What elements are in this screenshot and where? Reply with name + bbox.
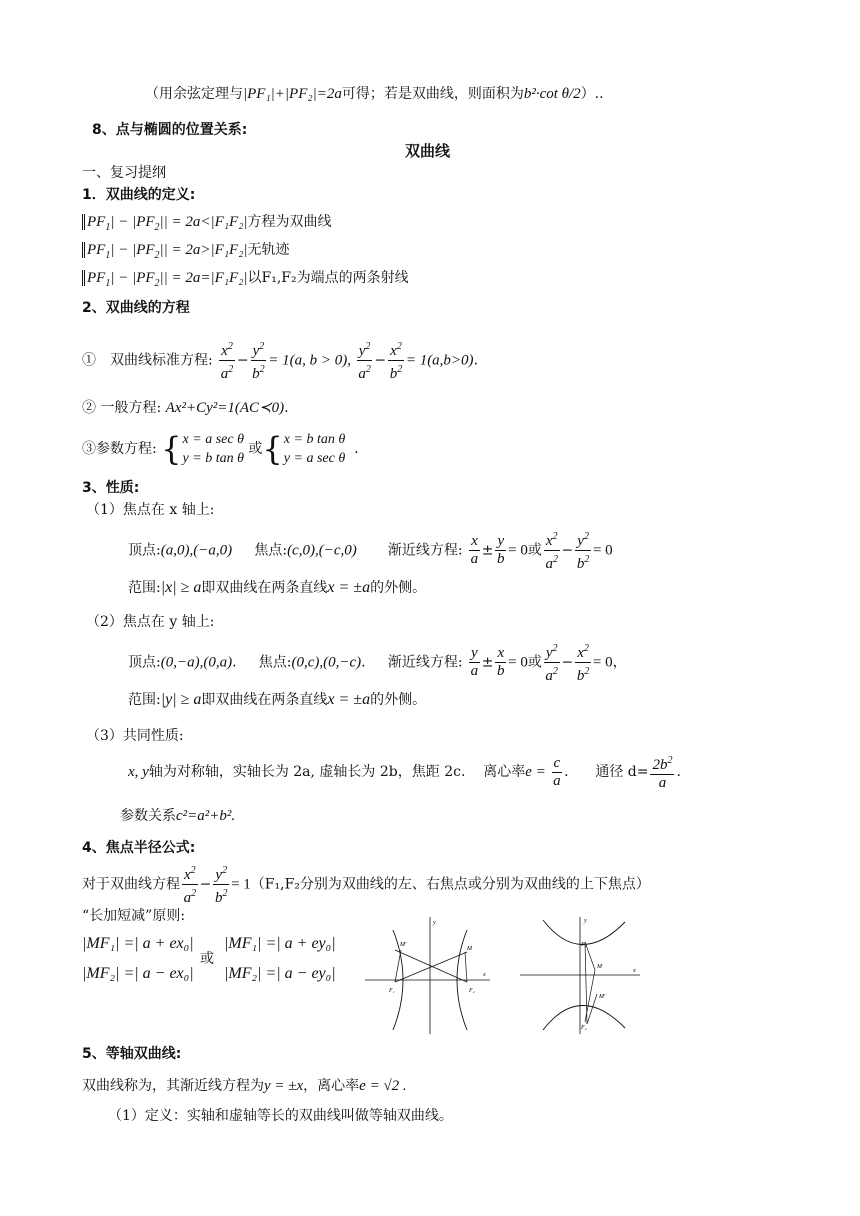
heading-5: 5、等轴双曲线:: [82, 1046, 182, 1062]
focal-radius-left-1: |MF₁| =| a + ex₀|: [82, 935, 194, 952]
parametric-equation: ③参数方程: { x = a sec θ y = b tan θ 或{ x = b tan θ y = a sec θ .: [82, 430, 359, 468]
prop-3-heading: （3）共同性质:: [86, 728, 184, 744]
x-axis-label: x: [483, 972, 486, 978]
prop-1-details: 顶点:(a,0),(−a,0) 焦点:(c,0),(−c,0) 渐近线方程: $\frac{x}{a}$ ± $\frac{y}{b}$ = 0或 $\frac{x^2}{a^2}$ − $\frac{y^2}{b^2}$ = 0: [128, 528, 613, 573]
hyperbola-x-figure: [365, 912, 500, 1037]
focal-radius-left-2: |MF₂| =| a − ex₀|: [82, 965, 194, 982]
focal-radius-right-2: |MF₂| =| a − ey₀|: [224, 965, 336, 982]
heading-1: 1．双曲线的定义:: [82, 187, 196, 203]
prop-2-heading: （2）焦点在 y 轴上:: [86, 614, 215, 630]
heading-8: 8、点与椭圆的位置关系:: [92, 122, 248, 138]
general-equation: ② 一般方程: Ax²+Cy²=1(AC≺0).: [82, 400, 289, 416]
heading-3: 3、性质:: [82, 480, 140, 496]
y-axis-label-2: y: [584, 918, 587, 924]
def-line-1: $PF_1| - |PF_2|| = 2a<|F_1F_2|$方程为双曲线: [82, 212, 332, 238]
prop-1-heading: （1）焦点在 x 轴上:: [86, 502, 215, 518]
standard-equation: ① 双曲线标准方程: $\frac{x^2}{a^2}$ − $\frac{y^2}{b^2}$ = 1(a, b > 0), $\frac{y^2}{a^2}$ − $\frac{x^2}{b^2}$ = 1(a,b>0).: [82, 338, 478, 383]
point-m-prime: M′: [400, 942, 407, 948]
focus-f2: F₂: [469, 988, 475, 994]
focus-f1: F₁: [389, 988, 395, 994]
prop-3-details: x, y轴为对称轴，实轴长为 2a, 虚轴长为 2b，焦距 2c. 离心率e = $\frac{c}{a}$ . 通径 d= $\frac{2b^2}{a}$ .: [128, 752, 681, 792]
focal-radius-or: 或: [200, 951, 214, 967]
focal-radius-intro: 对于双曲线方程 $\frac{x^2}{a^2}$ − $\frac{y^2}{b^2}$ = 1（F₁,F₂分别为双曲线的左、右焦点或分别为双曲线的上下焦点）: [82, 862, 650, 907]
def-line-3: $PF_1| - |PF_2|| = 2a=|F_1F_2|$以F₁,F₂为端点的两条射线: [82, 268, 409, 294]
point-m: M: [467, 946, 472, 952]
x-axis-label-2: x: [633, 968, 636, 974]
page-title: 双曲线: [405, 142, 451, 160]
equilateral-definition: （1）定义：实轴和虚轴等长的双曲线叫做等轴双曲线。: [108, 1108, 453, 1124]
rule-label: “长加短减”原则:: [82, 908, 186, 924]
point-m-prime-2: M′: [599, 994, 606, 1000]
focal-radius-right-1: |MF₁| =| a + ey₀|: [224, 935, 336, 952]
y-axis-label: y: [433, 920, 436, 926]
prop-2-details: 顶点:(0,−a),(0,a). 焦点:(0,c),(0,−c). 渐近线方程: $\frac{y}{a}$ ± $\frac{x}{b}$ = 0或 $\frac{y^2}{a^2}$ − $\frac{x^2}{b^2}$ = 0，: [128, 640, 627, 685]
top-line: （用余弦定理与|PF₁|+|PF₂|=2a可得；若是双曲线，则面积为b²·cot θ/2）..: [145, 86, 604, 102]
outline-heading: 一、复习提纲: [82, 165, 166, 181]
param-relation: 参数关系c²=a²+b².: [120, 808, 236, 824]
hyperbola-y-figure: [515, 912, 645, 1037]
def-line-2: $PF_1| - |PF_2|| = 2a>|F_1F_2|$无轨迹: [82, 240, 290, 266]
heading-4: 4、焦点半径公式:: [82, 840, 196, 856]
equilateral-intro: 双曲线称为，其渐近线方程为y = ±x，离心率e = √2 .: [82, 1078, 407, 1094]
focus-f2-2: F₂: [581, 1025, 587, 1031]
focus-f1-2: F₁: [581, 942, 587, 948]
prop-2-range: 范围:|y| ≥ a即双曲线在两条直线x = ±a的外侧。: [128, 691, 427, 708]
point-m-2: M: [597, 964, 602, 970]
heading-2: 2、双曲线的方程: [82, 300, 190, 316]
prop-1-range: 范围:|x| ≥ a即双曲线在两条直线x = ±a的外侧。: [128, 579, 427, 596]
